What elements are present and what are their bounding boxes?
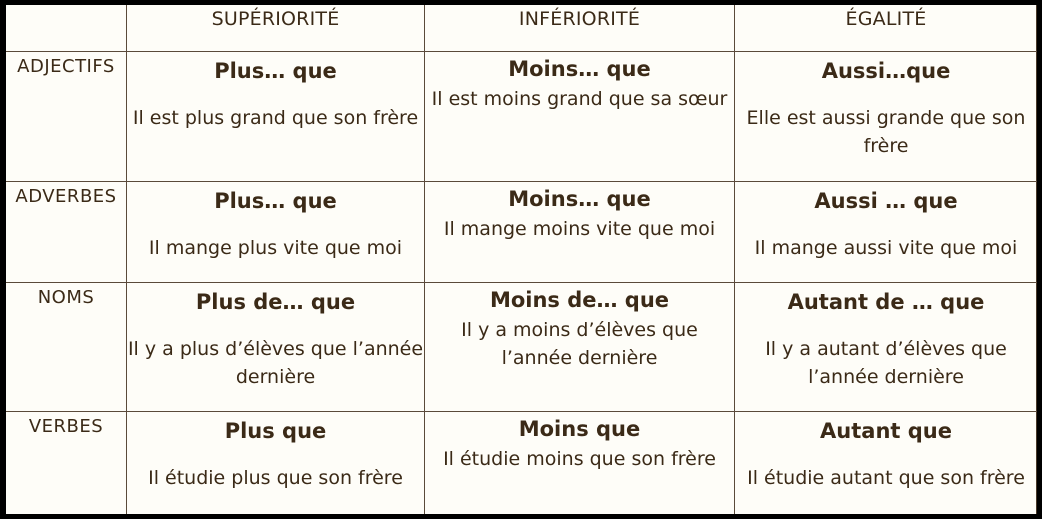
table-corner-cell [6, 5, 127, 52]
table-cell [425, 182, 735, 283]
table-cell [735, 52, 1037, 182]
cell-formula: Aussi…que [821, 59, 951, 83]
cell-formula: Autant que [820, 419, 952, 443]
table-cell [425, 52, 735, 182]
cell-example: Il est moins grand que sa sœur [431, 88, 728, 110]
cell-example: Il y a plus d’élèves que l’année dernière [127, 338, 424, 388]
cell-formula: Plus de… que [195, 290, 356, 314]
cell-formula: Autant de … que [787, 290, 985, 314]
cell-example: Il mange aussi vite que moi [754, 237, 1018, 259]
cell-formula: Plus… que [214, 59, 337, 83]
cell-formula: Moins que [518, 417, 641, 441]
table-cell [127, 52, 425, 182]
cell-example: Il mange plus vite que moi [148, 237, 403, 259]
cell-formula: Plus… que [214, 189, 337, 213]
cell-example: Il étudie autant que son frère [747, 467, 1025, 489]
cell-example: Il étudie moins que son frère [443, 448, 716, 470]
table-cell [735, 182, 1037, 283]
table-cell [127, 412, 425, 514]
column-header-superiorite: SUPÉRIORITÉ [127, 5, 425, 52]
cell-formula: Plus que [224, 419, 327, 443]
cell-formula: Moins… que [508, 57, 651, 81]
comparison-table [6, 5, 1037, 514]
cell-example: Il mange moins vite que moi [443, 218, 716, 240]
table-cell [127, 182, 425, 283]
cell-example: Elle est aussi grande que son frère [746, 107, 1026, 157]
table-cell [735, 412, 1037, 514]
table-cell [127, 283, 425, 412]
cell-formula: Aussi … que [814, 189, 958, 213]
row-header-verbes: VERBES [6, 412, 127, 514]
row-header-adverbes: ADVERBES [6, 182, 127, 283]
table-cell [735, 283, 1037, 412]
cell-formula: Moins de… que [489, 288, 670, 312]
cell-example: Il y a autant d’élèves que l’année dernière [765, 338, 1007, 388]
row-header-adjectifs: ADJECTIFS [6, 52, 127, 182]
cell-formula: Moins… que [508, 187, 651, 211]
cell-example: Il est plus grand que son frère [132, 107, 419, 129]
table-cell [425, 412, 735, 514]
cell-example: Il étudie plus que son frère [148, 467, 403, 489]
row-header-noms: NOMS [6, 283, 127, 412]
column-header-inferiorite: INFÉRIORITÉ [425, 5, 735, 52]
table-cell [425, 283, 735, 412]
column-header-egalite: ÉGALITÉ [735, 5, 1037, 52]
cell-example: Il y a moins d’élèves que l’année dernière [461, 319, 698, 369]
